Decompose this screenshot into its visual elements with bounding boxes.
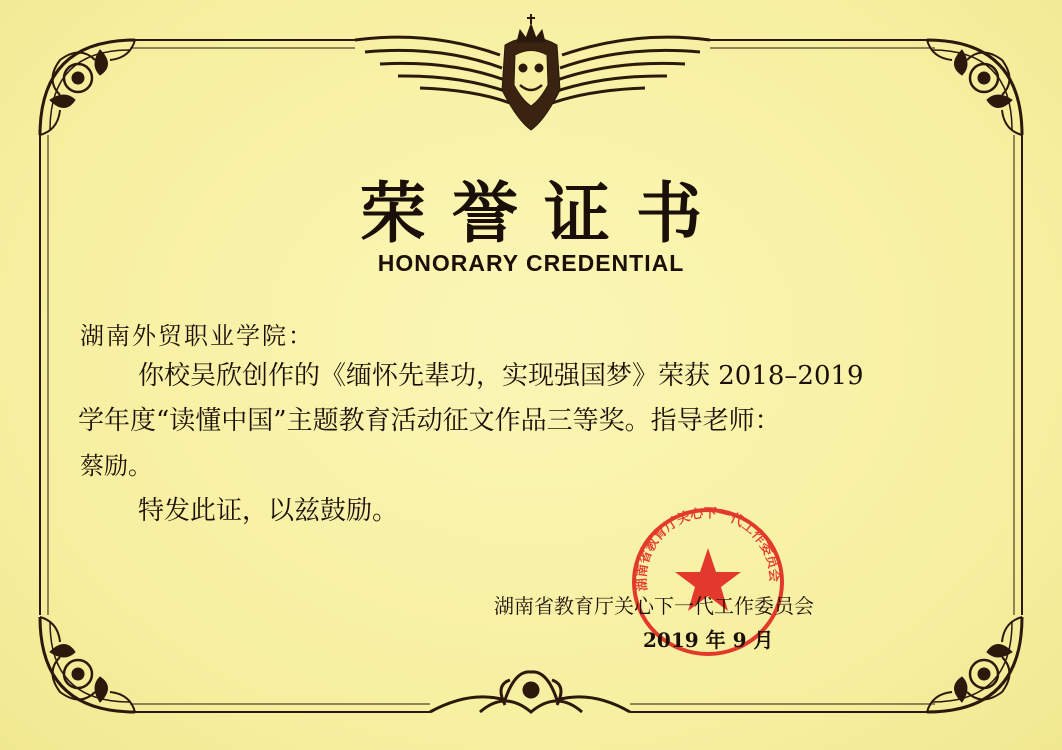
- issuing-organization: 湖南省教育厅关心下一代工作委员会: [494, 594, 814, 618]
- award-line-1: 你校吴欣创作的《缅怀先辈功，实现强国梦》荣获 2018–2019: [138, 361, 864, 391]
- award-line-2: 学年度“读懂中国”主题教育活动征文作品三等奖。指导老师：: [78, 406, 781, 436]
- certificate-title-en: HONORARY CREDENTIAL: [377, 250, 685, 276]
- bottom-ornament-icon: [430, 672, 630, 712]
- award-closing-line: 特发此证，以兹鼓励。: [138, 496, 399, 526]
- certificate-title-cn: 荣誉证书: [360, 174, 728, 252]
- recipient-line: 湖南外贸职业学院：: [80, 322, 314, 350]
- issue-date: 2019 年 9 月: [643, 628, 774, 652]
- award-line-3: 蔡励。: [80, 452, 152, 480]
- winged-crest-icon: [355, 14, 710, 130]
- seal-text: 湖南省教育厅关心下一代工作委员会: [634, 506, 782, 592]
